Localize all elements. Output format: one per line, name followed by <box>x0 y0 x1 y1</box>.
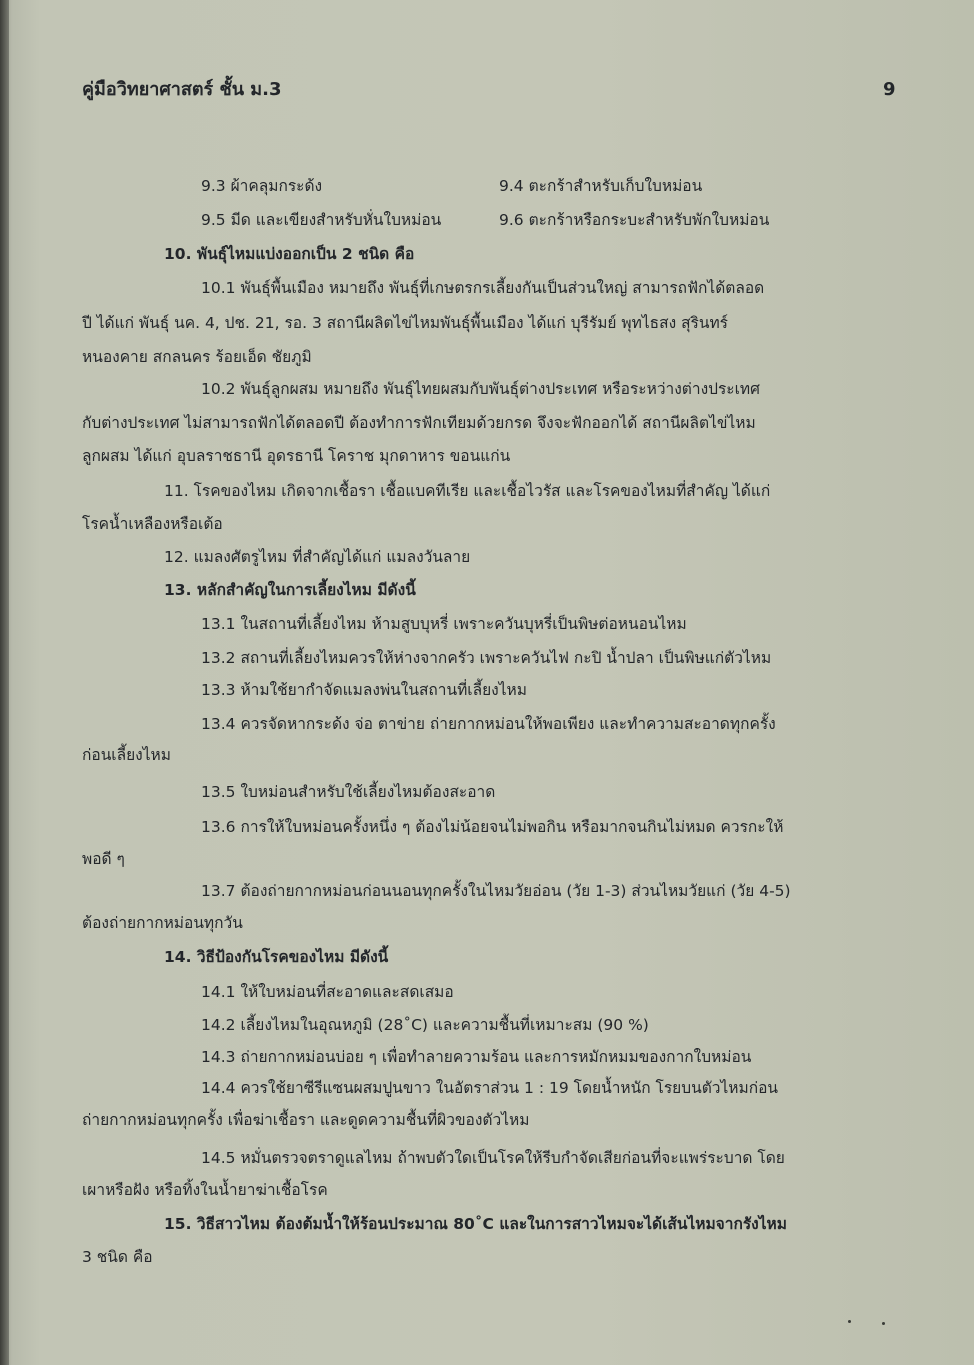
paragraph-line: เผาหรือฝัง หรือทิ้งในน้ำยาฆ่าเชื้อโรค <box>82 1181 328 1199</box>
list-item-9-4: 9.4 ตะกร้าสำหรับเก็บใบหม่อน <box>499 177 703 195</box>
paragraph-line: ปี ได้แก่ พันธุ์ นค. 4, ปช. 21, รอ. 3 สถานีผลิตไข่ไหมพันธุ์พื้นเมือง ได้แก่ บุรีรัมย์ พุทไธสง สุรินทร์ <box>82 314 728 332</box>
list-item-14-5: 14.5 หมั่นตรวจตราดูแลไหม ถ้าพบตัวใดเป็นโรคให้รีบกำจัดเสียก่อนที่จะแพร่ระบาด โดย <box>201 1149 785 1167</box>
paper-speck <box>882 1322 885 1325</box>
list-item-14-2: 14.2 เลี้ยงไหมในอุณหภูมิ (28˚C) และความชื้นที่เหมาะสม (90 %) <box>201 1016 649 1034</box>
section-13-heading: 13. หลักสำคัญในการเลี้ยงไหม มีดังนี้ <box>164 581 416 599</box>
list-item-14-4: 14.4 ควรใช้ยาซีรีแซนผสมปูนขาว ในอัตราส่วน 1 : 19 โดยน้ำหนัก โรยบนตัวไหมก่อน <box>201 1079 778 1097</box>
paragraph-line: 10.2 พันธุ์ลูกผสม หมายถึง พันธุ์ไทยผสมกับพันธุ์ต่างประเทศ หรือระหว่างต่างประเทศ <box>201 380 760 398</box>
list-item-13-1: 13.1 ในสถานที่เลี้ยงไหม ห้ามสูบบุหรี่ เพราะควันบุหรี่เป็นพิษต่อหนอนไหม <box>201 615 687 633</box>
paper-speck <box>848 1320 851 1323</box>
list-item-9-3: 9.3 ผ้าคลุมกระด้ง <box>201 177 323 195</box>
paragraph-line: ก่อนเลี้ยงไหม <box>82 746 171 764</box>
paragraph-line: 3 ชนิด คือ <box>82 1248 153 1266</box>
paragraph-line: โรคน้ำเหลืองหรือเต้อ <box>82 515 223 533</box>
list-item-14-1: 14.1 ให้ใบหม่อนที่สะอาดและสดเสมอ <box>201 983 454 1001</box>
list-item-13-7: 13.7 ต้องถ่ายกากหม่อนก่อนนอนทุกครั้งในไหมวัยอ่อน (วัย 1-3) ส่วนไหมวัยแก่ (วัย 4-5) <box>201 882 791 900</box>
section-14-heading: 14. วิธีป้องกันโรคของไหม มีดังนี้ <box>164 948 389 966</box>
paragraph-line: ต้องถ่ายกากหม่อนทุกวัน <box>82 914 243 932</box>
paragraph-line: 10.1 พันธุ์พื้นเมือง หมายถึง พันธุ์ที่เกษตรกรเลี้ยงกันเป็นส่วนใหญ่ สามารถฟักได้ตลอด <box>201 279 765 297</box>
list-item-13-6: 13.6 การให้ใบหม่อนครั้งหนึ่ง ๆ ต้องไม่น้อยจนไม่พอกิน หรือมากจนกินไม่หมด ควรกะให้ <box>201 818 784 836</box>
page-number: 9 <box>883 79 896 100</box>
section-11-line: 11. โรคของไหม เกิดจากเชื้อรา เชื้อแบคทีเรีย และเชื้อไวรัส และโรคของไหมที่สำคัญ ได้แก่ <box>164 482 771 500</box>
list-item-14-3: 14.3 ถ่ายกากหม่อนบ่อย ๆ เพื่อทำลายความร้อน และการหมักหมมของกากใบหม่อน <box>201 1048 752 1066</box>
list-item-9-5: 9.5 มีด และเขียงสำหรับหั่นใบหม่อน <box>201 211 442 229</box>
section-15-heading: 15. วิธีสาวไหม ต้องต้มน้ำให้ร้อนประมาณ 80˚C และในการสาวไหมจะได้เส้นไหมจากรังไหม <box>164 1215 787 1233</box>
paragraph-line: ลูกผสม ได้แก่ อุบลราชธานี อุดรธานี โคราช มุกดาหาร ขอนแก่น <box>82 447 511 465</box>
list-item-13-3: 13.3 ห้ามใช้ยากำจัดแมลงพ่นในสถานที่เลี้ยงไหม <box>201 681 527 699</box>
list-item-13-2: 13.2 สถานที่เลี้ยงไหมควรให้ห่างจากครัว เพราะควันไฟ กะปิ น้ำปลา เป็นพิษแก่ตัวไหม <box>201 649 772 667</box>
paragraph-line: พอดี ๆ <box>82 850 125 868</box>
section-12-line: 12. แมลงศัตรูไหม ที่สำคัญได้แก่ แมลงวันลาย <box>164 548 471 566</box>
paragraph-line: ถ่ายกากหม่อนทุกครั้ง เพื่อฆ่าเชื้อรา และดูดความชื้นที่ผิวของตัวไหม <box>82 1111 530 1129</box>
running-header-title: คู่มือวิทยาศาสตร์ ชั้น ม.3 <box>82 79 282 100</box>
paragraph-line: หนองคาย สกลนคร ร้อยเอ็ด ชัยภูมิ <box>82 348 312 366</box>
list-item-9-6: 9.6 ตะกร้าหรือกระบะสำหรับพักใบหม่อน <box>499 211 770 229</box>
paragraph-line: กับต่างประเทศ ไม่สามารถฟักได้ตลอดปี ต้องทำการฟักเทียมด้วยกรด จึงจะฟักออกได้ สถานีผลิตไข่ไหม <box>82 414 756 432</box>
list-item-13-5: 13.5 ใบหม่อนสำหรับใช้เลี้ยงไหมต้องสะอาด <box>201 783 496 801</box>
section-10-heading: 10. พันธุ์ไหมแบ่งออกเป็น 2 ชนิด คือ <box>164 245 415 263</box>
list-item-13-4: 13.4 ควรจัดหากระด้ง จ่อ ตาข่าย ถ่ายกากหม่อนให้พอเพียง และทำความสะอาดทุกครั้ง <box>201 715 776 733</box>
page-binding-edge <box>0 0 9 1365</box>
